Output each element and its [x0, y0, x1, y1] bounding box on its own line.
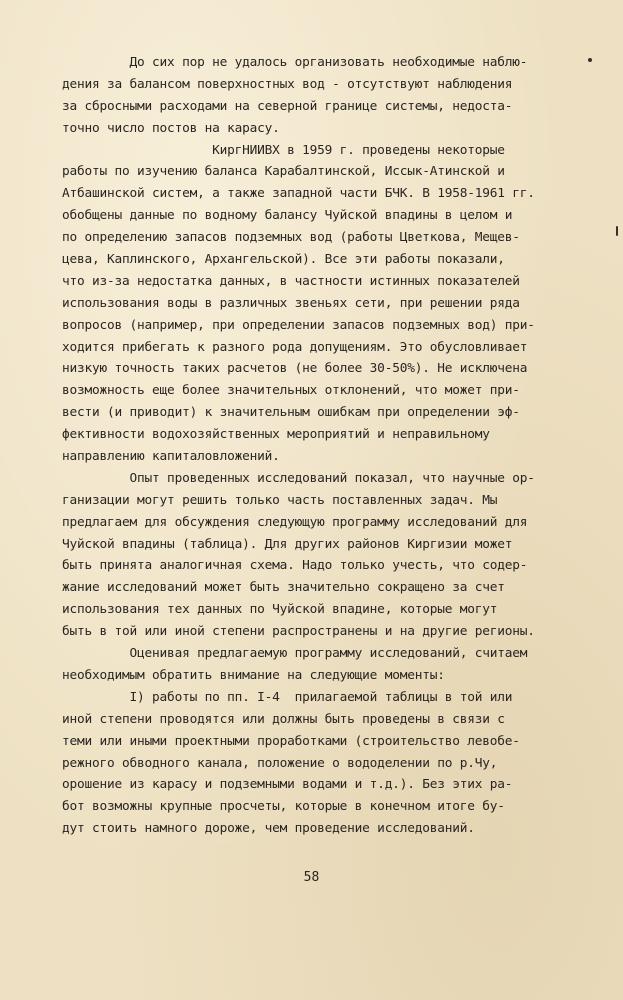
text-line: Атбашинской систем, а также западной части БЧК. В 1958-1961 гг.: [62, 186, 535, 202]
text-line: за сбросными расходами на северной границе системы, недоста-: [62, 98, 513, 114]
text-line: жание исследований может быть значительно сокращено за счет: [62, 580, 505, 596]
text-line: Оценивая предлагаемую программу исследований, считаем: [62, 646, 528, 662]
text-line: использования воды в различных звеньях сети, при решении ряда: [62, 295, 520, 311]
text-line: необходимым обратить внимание на следующие моменты:: [62, 667, 445, 683]
text-line: теми или иными проектными проработками (строительство левобе-: [62, 733, 520, 749]
text-line: вопросов (например, при определении запасов подземных вод) при-: [62, 317, 535, 333]
text-line: по определению запасов подземных вод (работы Цветкова, Мещев-: [62, 230, 520, 246]
text-line: I) работы по пп. I-4 прилагаемой таблицы в той или: [62, 689, 513, 705]
text-line: низкую точность таких расчетов (не более 30-50%). Не исключена: [62, 361, 528, 377]
text-line: использования тех данных по Чуйской впадине, которые могут: [62, 602, 498, 618]
text-line: орошение из карасу и подземными водами и т.д.). Без этих ра-: [62, 777, 513, 793]
text-line: КиргНИИВХ в 1959 г. проведены некоторые: [62, 142, 505, 158]
text-line: дут стоить намного дороже, чем проведение исследований.: [62, 821, 475, 837]
text-line: точно число постов на карасу.: [62, 120, 280, 136]
text-line: бот возможны крупные просчеты, которые в конечном итоге бу-: [62, 799, 505, 815]
text-line: До сих пор не удалось организовать необходимые наблю-: [62, 55, 528, 70]
text-line: фективности водохозяйственных мероприятий и неправильному: [62, 427, 490, 443]
text-line: иной степени проводятся или должны быть проведены в связи с: [62, 711, 505, 727]
text-line: работы по изучению баланса Карабалтинской, Иссык-Атинской и: [62, 164, 505, 180]
text-line: направлению капиталовложений.: [62, 449, 280, 465]
page-number: 58: [303, 870, 320, 885]
text-line: цева, Каплинского, Архангельской). Все эти работы показали,: [62, 252, 505, 268]
text-line: Опыт проведенных исследований показал, что научные ор-: [62, 470, 535, 486]
text-line: ходится прибегать к разного рода допущениям. Это обусловливает: [62, 339, 528, 355]
text-line: быть принята аналогичная схема. Надо только учесть, что содер-: [62, 558, 528, 574]
text-line: что из-за недостатка данных, в частности истинных показателей: [62, 273, 520, 289]
text-line: режного обводного канала, положение о вододелении по р.Чу,: [62, 755, 498, 771]
text-line: вести (и приводит) к значительным ошибкам при определении эф-: [62, 405, 520, 421]
text-line: обобщены данные по водному балансу Чуйской впадины в целом и: [62, 208, 513, 224]
text-line: дения за балансом поверхностных вод - отсутствуют наблюдения: [62, 76, 513, 92]
text-line: Чуйской впадины (таблица). Для других районов Киргизии может: [62, 536, 513, 552]
text-line: ганизации могут решить только часть поставленных задач. Мы: [62, 492, 498, 508]
text-line: предлагаем для обсуждения следующую программу исследований для: [62, 514, 528, 530]
text-line: возможность еще более значительных отклонений, что может при-: [62, 383, 520, 399]
body-text: [62, 52, 622, 840]
text-line: быть в той или иной степени распространены и на другие регионы.: [62, 624, 535, 640]
